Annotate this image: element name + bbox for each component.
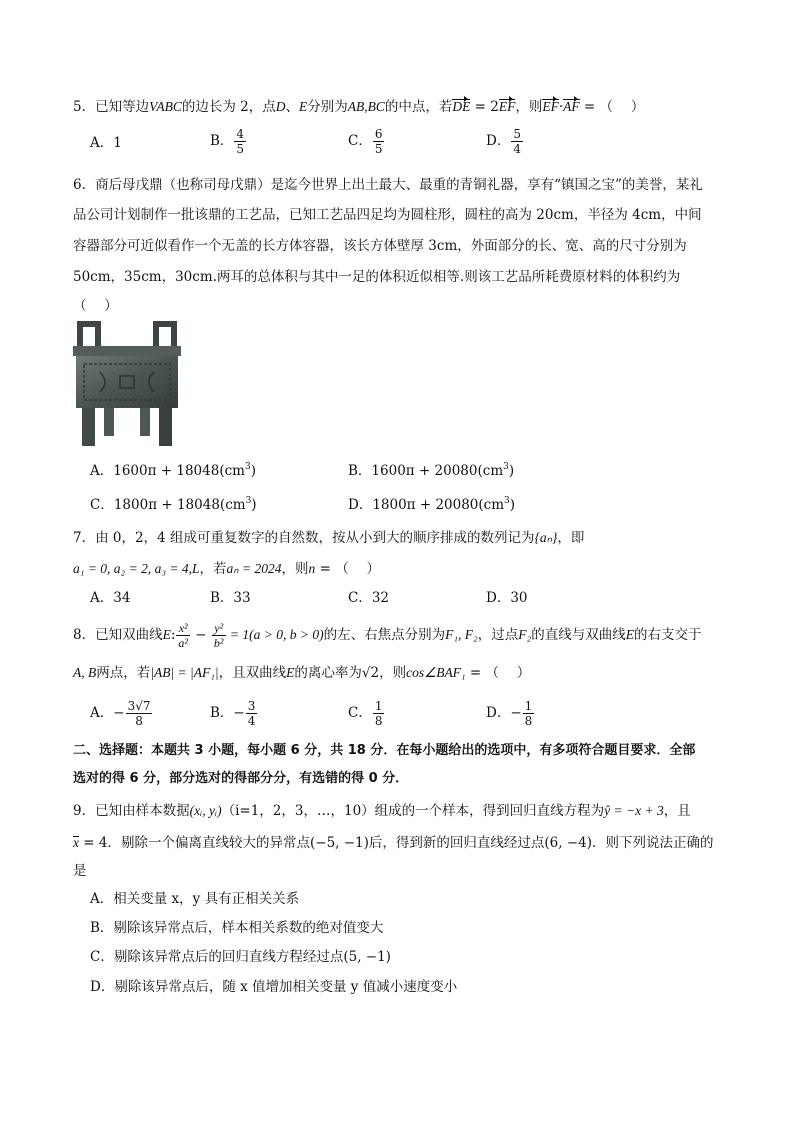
q8-option-c-num: 1 (374, 699, 383, 713)
q5-text-e: ，则 (515, 99, 543, 115)
q6-option-a (90, 458, 256, 480)
q8-text-j: = （ ） (465, 665, 531, 681)
q6-option-b-exp: 3 (503, 462, 509, 472)
q9-xbar: x (73, 835, 79, 850)
q5-point-d: D (275, 99, 286, 114)
q8-option-c-frac (373, 699, 385, 728)
q5-option-c-num: 6 (374, 127, 383, 141)
q5-eq2: = 2 (470, 99, 499, 115)
q5-point-e: E (298, 99, 308, 114)
q6-option-b-close: ) (508, 463, 515, 479)
q7-option-d: D．30 (486, 590, 528, 606)
q6-option-b (348, 458, 514, 480)
q6-option-d-exp: 3 (504, 496, 510, 506)
q6-option-a-exp: 3 (244, 462, 251, 472)
q5-option-d-den: 4 (513, 142, 521, 156)
q7-text-d: ，则 (281, 561, 309, 577)
q6-option-a-close: ) (250, 463, 256, 479)
q5-stem (73, 98, 644, 116)
q8-text-e: 的右支交于 (633, 627, 702, 643)
q8-colon: : (170, 627, 176, 643)
q8-option-d-num: 1 (524, 699, 533, 713)
q8-b2: b² (213, 636, 224, 650)
q9-line-1 (73, 802, 691, 820)
q6-option-c-exp: 3 (245, 496, 252, 506)
q5-text-b: 的边长为 2，点 (181, 99, 276, 115)
q8-option-d-den: 8 (524, 714, 533, 728)
q9-outlier-point: (−5, −1) (309, 835, 369, 851)
q5-vector-ef-2: EF (542, 99, 559, 114)
q6-option-b-label: B． (348, 463, 372, 479)
q8-ab: A, B (73, 665, 97, 680)
q5-segments: AB,BC (347, 99, 385, 114)
q9-line-3: 是 (73, 863, 87, 879)
q6-option-a-value: 1600π + 18048 (113, 463, 220, 479)
q9-text-f: ．则下列说法正确的 (592, 835, 714, 851)
section-2-heading-line-2: 选对的得 6 分，部分选对的得部分分，有选错的得 0 分． (73, 771, 409, 786)
q8-option-b-den: 4 (247, 714, 256, 728)
q6-option-c-close: ) (251, 497, 257, 513)
q5-option-d-num: 5 (513, 127, 521, 141)
q5-text-d: 的中点，若 (384, 99, 453, 115)
q6-option-c-label: C． (90, 497, 114, 513)
q8-line-2 (73, 664, 530, 682)
q5-option-b-frac (234, 127, 246, 156)
q5-text-a: 5．已知等边 (73, 99, 150, 115)
q9-option-b: B．剔除该异常点后，样本相关系数的绝对值变大 (90, 920, 384, 936)
q7-text-c: ，若 (199, 561, 227, 577)
q6-option-d-unit: (cm (478, 497, 505, 513)
q6-option-d-label: D． (348, 497, 373, 513)
q8-frac-x (176, 621, 190, 650)
q8-e: E (162, 627, 171, 642)
q8-line-1 (73, 618, 701, 652)
q9-line-2 (73, 834, 714, 852)
q5-triangle: VABC (149, 99, 182, 114)
q9-option-c (90, 948, 391, 966)
q7-an-eq: aₙ = 2024 (226, 561, 282, 576)
q7-text-a: 7．由 0，2，4 组成可重复数字的自然数，按从小到大的顺序排成的数列记为 (73, 530, 535, 546)
q8-option-a-num: 3√7 (127, 699, 151, 713)
q9-text-d: ．剔除一个偏离直线较大的异常点 (107, 835, 310, 851)
q6-option-b-value: 1600π + 20080 (371, 463, 478, 479)
q5-option-c-den: 5 (374, 142, 383, 156)
q5-option-d (486, 124, 524, 158)
q8-option-a-label: A．− (90, 705, 125, 721)
q6-option-d-close: ) (509, 497, 516, 513)
q8-text-h: 的离心率为 (294, 665, 362, 681)
q9-option-d: D．剔除该异常点后，随 x 值增加相关变量 y 值减小速度变小 (90, 979, 458, 995)
q7-line-1 (73, 529, 584, 547)
q5-option-b (210, 124, 247, 158)
q5-vector-de: DE (452, 99, 471, 114)
q8-option-d-label: D．− (486, 705, 522, 721)
q8-x2: x² (176, 621, 190, 636)
q6-option-c-value: 1800π + 18048 (113, 497, 220, 513)
q5-dot: · (558, 99, 564, 115)
q8-text-d: 的直线与双曲线 (531, 627, 626, 643)
q6-option-a-unit: (cm (219, 463, 245, 479)
q7-text-b: ，即 (557, 530, 585, 546)
q6-option-d (348, 492, 515, 514)
q5-option-c-label: C． (348, 133, 372, 149)
q8-minus: − (191, 627, 211, 643)
q5-option-a: A．1 (90, 135, 122, 151)
q5-text-f: = （ ） (579, 99, 645, 115)
q5-sep: 、 (285, 99, 299, 115)
q6-option-c (90, 492, 257, 514)
q6-line-4: 50cm，35cm，30cm.两耳的总体积与其中一足的体积近似相等.则该工艺品所耗费原材料的体积约为 (73, 269, 681, 285)
q8-option-d (486, 696, 535, 730)
q7-option-b: B．33 (210, 590, 251, 606)
q8-option-b-num: 3 (247, 699, 256, 713)
q5-option-c-frac (373, 127, 385, 156)
q7-text-e: = （ ） (315, 561, 380, 577)
q7-option-c: C．32 (348, 590, 390, 606)
q9-regression-eq: ŷ = −x + 3 (604, 803, 664, 818)
q6-line-5: （ ） (73, 298, 118, 314)
q6-option-c-unit: (cm (219, 497, 246, 513)
q9-text-b: （i=1，2，3，…，10）组成的一个样本，得到回归直线方程为 (221, 803, 605, 819)
q8-text-f: 两点，若 (96, 665, 151, 681)
q9-text-c: ，且 (663, 803, 691, 819)
q8-abs-eq: |AB| = |AF₁| (150, 665, 219, 680)
q8-option-b-label: B．− (210, 705, 245, 721)
q9-xy: (xᵢ, yᵢ) (189, 803, 222, 818)
q8-y2: y² (212, 621, 226, 636)
q8-option-b (210, 696, 258, 730)
q6-option-a-label: A． (90, 463, 114, 479)
q8-e-3: E (286, 665, 295, 680)
q8-option-a-frac (126, 699, 153, 728)
q9-text-e: 后，得到新的回归直线经过点 (368, 835, 545, 851)
q8-e-2: E (625, 627, 634, 642)
q9-new-point: (6, −4) (544, 835, 593, 851)
q5-vector-ef: EF (498, 99, 516, 114)
q6-line-3: 容器部分可近似看作一个无盖的长方体容器，该长方体壁厚 3cm，外面部分的长、宽、高的尺寸分别为 (73, 238, 687, 254)
q5-text-c: 分别为 (307, 99, 348, 115)
q5-option-b-den: 5 (236, 142, 245, 156)
q8-text-g: ，且双曲线 (218, 665, 287, 681)
q8-a2: a² (178, 636, 189, 650)
q6-line-2: 品公司计划制作一批该鼎的工艺品，已知工艺品四足均为圆柱形，圆柱的高为 20cm，半径为 4cm，中间 (73, 207, 702, 223)
q6-option-d-value: 1800π + 20080 (372, 497, 479, 513)
q8-cos: cos∠BAF₁ (406, 665, 466, 680)
q9-option-a: A．相关变量 x，y 具有正相关关系 (90, 891, 300, 907)
q8-text-a: 8．已知双曲线 (73, 627, 163, 643)
q8-option-a-den: 8 (135, 714, 143, 728)
q9-option-c-text: C．剔除该异常点后的回归直线方程经过点 (90, 949, 344, 965)
q8-option-c-den: 8 (374, 714, 383, 728)
q8-option-b-frac (246, 699, 258, 728)
q8-text-i: ，则 (379, 665, 407, 681)
q7-option-a: A．34 (90, 590, 131, 606)
q5-option-d-label: D． (486, 133, 511, 149)
q5-option-c (348, 124, 385, 158)
q9-xbar-value: = 4 (79, 835, 108, 851)
q7-line-2 (73, 560, 380, 578)
q8-sqrt2: √2 (361, 665, 380, 681)
q8-option-c-label: C． (348, 705, 372, 721)
q8-text-b: 的左、右焦点分别为 (323, 627, 446, 643)
q8-option-d-frac (523, 699, 535, 728)
q5-option-b-label: B． (210, 133, 234, 149)
q7-n: n (308, 561, 316, 576)
q5-option-d-frac (511, 127, 523, 156)
q5-option-b-num: 4 (236, 127, 245, 141)
q7-sequence: {aₙ} (534, 530, 558, 545)
q8-eq: = 1(a > 0, b > 0) (226, 627, 324, 642)
q9-option-c-point: (5, −1) (343, 949, 391, 965)
q8-f2: F₂ (518, 627, 532, 642)
q8-option-c (348, 696, 385, 730)
q5-vector-af: AF (563, 99, 580, 114)
q9-text-a: 9．已知由样本数据 (73, 803, 190, 819)
q7-terms: a₁ = 0, a₂ = 2, a₃ = 4,L (73, 561, 200, 576)
q8-option-a (90, 696, 153, 730)
q8-text-c: ，过点 (477, 627, 519, 643)
q8-foci: F₁, F₂ (445, 627, 478, 642)
bronze-ding-image (70, 320, 184, 448)
section-2-heading-line-1: 二、选择题：本题共 3 小题，每小题 6 分，共 18 分．在每小题给出的选项中，有多项符合题目要求．全部 (73, 743, 696, 758)
q6-option-b-unit: (cm (477, 463, 504, 479)
q6-line-1: 6．商后母戊鼎（也称司母戊鼎）是迄今世界上出土最大、最重的青铜礼器，享有“镇国之宝”的美誉，某礼 (73, 177, 703, 193)
q8-frac-y (212, 621, 226, 650)
